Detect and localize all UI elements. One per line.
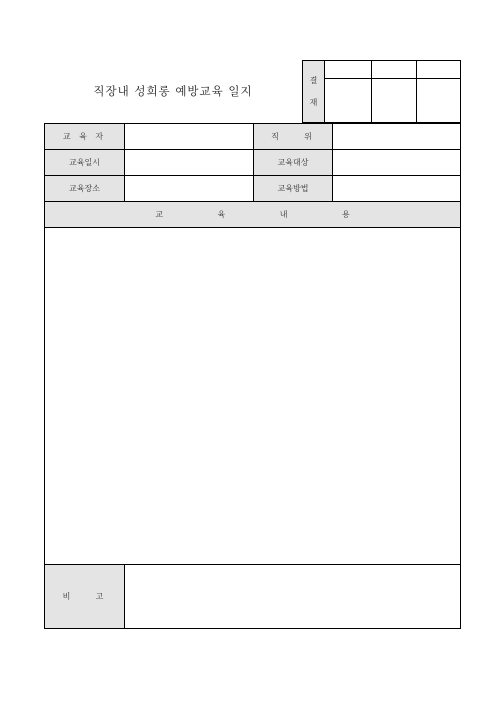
position-label: 직 위 — [253, 124, 333, 149]
target-label: 교육대상 — [253, 150, 333, 175]
remarks-label: 비 고 — [45, 565, 125, 628]
position-field[interactable] — [333, 124, 460, 149]
approval-label-top: 결 — [309, 75, 318, 85]
form-row-date — [45, 150, 460, 176]
method-field[interactable] — [333, 176, 460, 201]
form-row-place — [45, 176, 460, 202]
content-header-row — [45, 202, 460, 228]
approval-label-bottom: 재 — [309, 98, 318, 108]
approval-label — [303, 61, 325, 122]
approval-sign-cell-3[interactable] — [417, 79, 460, 122]
instructor-label: 교 육 자 — [45, 124, 125, 149]
target-field[interactable] — [333, 150, 460, 175]
form-row-instructor — [45, 124, 460, 150]
place-field[interactable] — [125, 176, 253, 201]
approval-sign-cell-1[interactable] — [326, 79, 371, 122]
approval-box — [302, 60, 461, 123]
remarks-field[interactable] — [125, 565, 460, 628]
content-area[interactable] — [45, 228, 460, 565]
remarks-row — [45, 565, 460, 628]
date-label: 교육일시 — [45, 150, 125, 175]
method-label: 교육방법 — [253, 176, 333, 201]
instructor-field[interactable] — [125, 124, 253, 149]
date-field[interactable] — [125, 150, 253, 175]
education-log-form — [44, 123, 461, 629]
page-title: 직장내 성희롱 예방교육 일지 — [93, 84, 253, 98]
approval-sign-cell-2[interactable] — [372, 79, 416, 122]
place-label: 교육장소 — [45, 176, 125, 201]
content-label: 교 육 내 용 — [45, 202, 460, 227]
